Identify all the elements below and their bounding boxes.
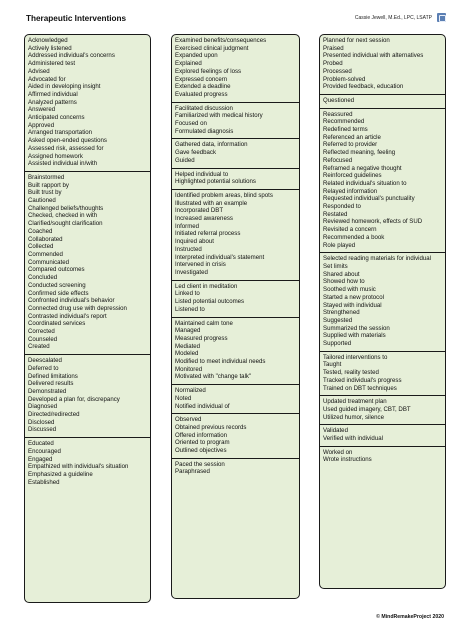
intervention-item: Formulated diagnosis <box>175 127 234 135</box>
intervention-item: Relayed information <box>323 187 378 195</box>
intervention-item: Diagnosed <box>28 403 58 411</box>
intervention-item: Planned for next session <box>323 37 390 44</box>
intervention-item: Counseled <box>28 335 58 343</box>
intervention-item: Reviewed homework, effects of SUD <box>323 218 423 226</box>
intervention-item: Assessed risk, assessed for <box>28 144 104 152</box>
intervention-item: Tested, reality tested <box>323 369 379 377</box>
share-icon[interactable] <box>437 13 446 22</box>
intervention-item: Informed <box>175 222 200 230</box>
intervention-item: Educated <box>28 440 54 448</box>
intervention-item: Delivered results <box>28 380 74 388</box>
intervention-item: Advocated for <box>28 75 66 83</box>
intervention-item: Affirmed individual <box>28 90 78 98</box>
intervention-item: Facilitated discussion <box>175 104 233 112</box>
intervention-section <box>320 109 445 254</box>
intervention-section <box>320 35 445 95</box>
intervention-item: Obtained previous records <box>175 423 247 431</box>
intervention-item: Oriented to program <box>175 439 230 447</box>
intervention-item: Provided feedback, education <box>323 83 404 91</box>
intervention-item: Listed potential outcomes <box>175 298 245 306</box>
intervention-item: Managed <box>175 327 201 335</box>
intervention-item: Addressed individual's concerns <box>28 52 115 60</box>
intervention-item: Supplied with materials <box>323 332 386 340</box>
intervention-item: Collaborated <box>28 235 63 243</box>
intervention-item: Shared about <box>323 270 360 278</box>
intervention-item: Monitored <box>175 365 203 373</box>
intervention-item: Aided in developing insight <box>28 83 101 91</box>
intervention-item: Brainstormed <box>28 173 65 181</box>
intervention-section <box>172 318 299 386</box>
intervention-item: Established <box>28 478 60 486</box>
intervention-section <box>320 425 445 446</box>
intervention-item: Increased awareness <box>175 215 233 223</box>
intervention-item: Encouraged <box>28 447 61 455</box>
copyright-footer: © MindRemakeProject 2020 <box>376 614 444 620</box>
intervention-item: Instructed <box>175 245 202 253</box>
intervention-item: Paraphrased <box>175 468 210 476</box>
intervention-section <box>320 352 445 397</box>
intervention-item: Familiarized with medical history <box>175 112 263 120</box>
intervention-item: Analyzed patterns <box>28 98 77 106</box>
intervention-item: Advised <box>28 67 50 75</box>
intervention-item: Examined benefits/consequences <box>175 37 267 44</box>
intervention-item: Revisited a concern <box>323 226 377 234</box>
intervention-item: Highlighted potential solutions <box>175 178 256 186</box>
intervention-item: Reframed a negative thought <box>323 164 402 172</box>
intervention-item: Checked, checked in with <box>28 212 98 220</box>
intervention-item: Answered <box>28 106 56 114</box>
intervention-item: Linked to <box>175 290 200 298</box>
intervention-section <box>172 169 299 190</box>
intervention-section <box>172 139 299 168</box>
intervention-section <box>25 438 150 489</box>
intervention-item: Reinforced guidelines <box>323 172 382 180</box>
intervention-item: Verified with individual <box>323 435 383 443</box>
intervention-item: Worked on <box>323 448 353 456</box>
intervention-item: Role played <box>323 241 356 249</box>
intervention-item: Maintained calm tone <box>175 319 233 327</box>
intervention-item: Assigned homework <box>28 152 83 160</box>
intervention-item: Arranged transportation <box>28 129 93 137</box>
intervention-item: Empathized with individual's situation <box>28 463 129 471</box>
intervention-item: Suggested <box>323 316 353 324</box>
intervention-item: Showed how to <box>323 278 365 286</box>
intervention-item: Trained on DBT techniques <box>323 384 397 392</box>
intervention-item: Actively listened <box>28 44 72 52</box>
intervention-section <box>25 172 150 355</box>
intervention-item: Gathered data, information <box>175 141 248 149</box>
intervention-item: Selected reading materials for individual <box>323 255 432 263</box>
intervention-item: Initiated referral process <box>175 230 241 238</box>
intervention-item: Referred to provider <box>323 141 378 149</box>
intervention-item: Coordinated services <box>28 320 86 328</box>
intervention-item: Updated treatment plan <box>323 398 387 406</box>
intervention-item: Deescalated <box>28 357 62 365</box>
intervention-section <box>25 355 150 438</box>
intervention-item: Discussed <box>28 426 57 434</box>
intervention-item: Contrasted individual's report <box>28 312 107 320</box>
intervention-item: Explained <box>175 60 202 68</box>
intervention-item: Gave feedback <box>175 149 216 157</box>
intervention-item: Engaged <box>28 455 53 463</box>
intervention-item: Listened to <box>175 305 205 313</box>
intervention-section <box>172 190 299 281</box>
intervention-item: Extended a deadline <box>175 83 231 91</box>
intervention-item: Referenced an article <box>323 133 381 141</box>
intervention-item: Problem-solved <box>323 75 366 83</box>
intervention-item: Compared outcomes <box>28 266 85 274</box>
intervention-item: Exercised clinical judgment <box>175 44 249 52</box>
intervention-section <box>320 447 445 467</box>
intervention-section <box>172 103 299 140</box>
intervention-item: Summarized the session <box>323 324 390 332</box>
intervention-item: Developed a plan for, discrepancy <box>28 395 120 403</box>
intervention-item: Interpreted individual's statement <box>175 253 265 261</box>
intervention-item: Praised <box>323 44 344 52</box>
intervention-item: Wrote instructions <box>323 456 372 464</box>
intervention-item: Approved <box>28 121 55 129</box>
intervention-item: Started a new protocol <box>323 293 384 301</box>
intervention-item: Paced the session <box>175 460 225 468</box>
intervention-item: Guided <box>175 156 195 164</box>
intervention-item: Acknowledged <box>28 37 68 44</box>
intervention-item: Mediated <box>175 342 201 350</box>
intervention-section <box>320 95 445 109</box>
intervention-item: Challenged beliefs/thoughts <box>28 204 104 212</box>
intervention-item: Incorporated DBT <box>175 207 224 215</box>
intervention-item: Used guided imagery, CBT, DBT <box>323 405 411 413</box>
intervention-item: Observed <box>175 416 202 424</box>
intervention-item: Commended <box>28 250 63 258</box>
intervention-item: Recommended <box>323 118 365 126</box>
intervention-item: Built trust by <box>28 189 62 197</box>
intervention-item: Notified individual of <box>175 402 230 410</box>
intervention-item: Taught <box>323 361 342 369</box>
intervention-item: Illustrated with an example <box>175 199 248 207</box>
intervention-item: Normalized <box>175 387 206 395</box>
intervention-item: Disclosed <box>28 418 55 426</box>
intervention-item: Expanded upon <box>175 52 218 60</box>
intervention-item: Confronted individual's behavior <box>28 297 115 305</box>
intervention-item: Built rapport by <box>28 181 69 189</box>
intervention-section <box>320 253 445 351</box>
intervention-item: Identified problem areas, blind spots <box>175 191 273 199</box>
intervention-item: Validated <box>323 427 348 435</box>
intervention-item: Concluded <box>28 274 58 282</box>
intervention-item: Modified to meet individual needs <box>175 358 266 366</box>
intervention-item: Communicated <box>28 258 69 266</box>
intervention-item: Refocused <box>323 156 353 164</box>
column-p-w <box>319 34 446 589</box>
column-e-p <box>171 34 300 599</box>
intervention-item: Deferred to <box>28 364 59 372</box>
intervention-item: Outlined objectives <box>175 447 227 455</box>
intervention-item: Helped individual to <box>175 170 229 178</box>
intervention-item: Reassured <box>323 110 353 118</box>
intervention-item: Intervened in crisis <box>175 261 226 269</box>
intervention-section <box>172 281 299 318</box>
intervention-item: Connected drug use with depression <box>28 304 127 312</box>
intervention-item: Cautioned <box>28 197 56 205</box>
intervention-item: Collected <box>28 243 54 251</box>
intervention-item: Noted <box>175 394 192 402</box>
intervention-item: Defined limitations <box>28 372 78 380</box>
intervention-item: Offered information <box>175 431 228 439</box>
intervention-item: Coached <box>28 227 53 235</box>
intervention-item: Reflected meaning, feeling <box>323 149 396 157</box>
intervention-item: Clarified/sought clarification <box>28 220 103 228</box>
intervention-item: Questioned <box>323 96 355 104</box>
intervention-item: Directed/redirected <box>28 411 80 419</box>
intervention-item: Demonstrated <box>28 387 67 395</box>
intervention-item: Measured progress <box>175 334 228 342</box>
intervention-item: Restated <box>323 210 348 218</box>
page-title: Therapeutic Interventions <box>26 14 127 23</box>
intervention-item: Anticipated concerns <box>28 114 85 122</box>
intervention-item: Set limits <box>323 262 348 270</box>
intervention-section <box>25 35 150 172</box>
intervention-item: Soothed with music <box>323 286 376 294</box>
intervention-item: Responded to <box>323 203 361 211</box>
intervention-item: Stayed with individual <box>323 301 382 309</box>
intervention-item: Processed <box>323 67 352 75</box>
intervention-item: Tracked individual's progress <box>323 376 402 384</box>
intervention-item: Investigated <box>175 268 208 276</box>
intervention-section <box>172 385 299 414</box>
intervention-item: Modeled <box>175 350 199 358</box>
intervention-item: Asked open-ended questions <box>28 137 107 145</box>
intervention-item: Evaluated progress <box>175 90 228 98</box>
intervention-item: Tailored interventions to <box>323 353 388 361</box>
intervention-item: Focused on <box>175 120 207 128</box>
intervention-item: Related individual's situation to <box>323 179 407 187</box>
intervention-item: Expressed concern <box>175 75 228 83</box>
intervention-item: Emphasized a guideline <box>28 470 93 478</box>
intervention-item: Probed <box>323 60 343 68</box>
intervention-item: Supported <box>323 340 352 348</box>
intervention-item: Utilized humor, silence <box>323 413 384 421</box>
intervention-item: Presented individual with alternatives <box>323 52 424 60</box>
intervention-item: Confirmed side effects <box>28 289 89 297</box>
column-a-e <box>24 34 151 603</box>
intervention-section <box>320 396 445 425</box>
intervention-item: Assisted individual in/with <box>28 160 98 168</box>
intervention-section <box>172 35 299 103</box>
intervention-item: Requested individual's punctuality <box>323 195 415 203</box>
intervention-item: Created <box>28 343 50 351</box>
intervention-item: Administered test <box>28 60 76 68</box>
intervention-item: Recommended a book <box>323 233 385 241</box>
intervention-item: Corrected <box>28 328 55 336</box>
intervention-item: Conducted screening <box>28 281 86 289</box>
intervention-item: Explored feelings of loss <box>175 67 242 75</box>
intervention-item: Inquired about <box>175 238 214 246</box>
intervention-item: Redefined terms <box>323 126 368 134</box>
intervention-item: Motivated with "change talk" <box>175 373 252 381</box>
author-credit: Cassie Jewell, M.Ed., LPC, LSATP <box>354 15 432 21</box>
intervention-item: Strengthened <box>323 309 360 317</box>
intervention-section <box>172 459 299 479</box>
intervention-section <box>172 414 299 459</box>
intervention-item: Led client in meditation <box>175 282 238 290</box>
